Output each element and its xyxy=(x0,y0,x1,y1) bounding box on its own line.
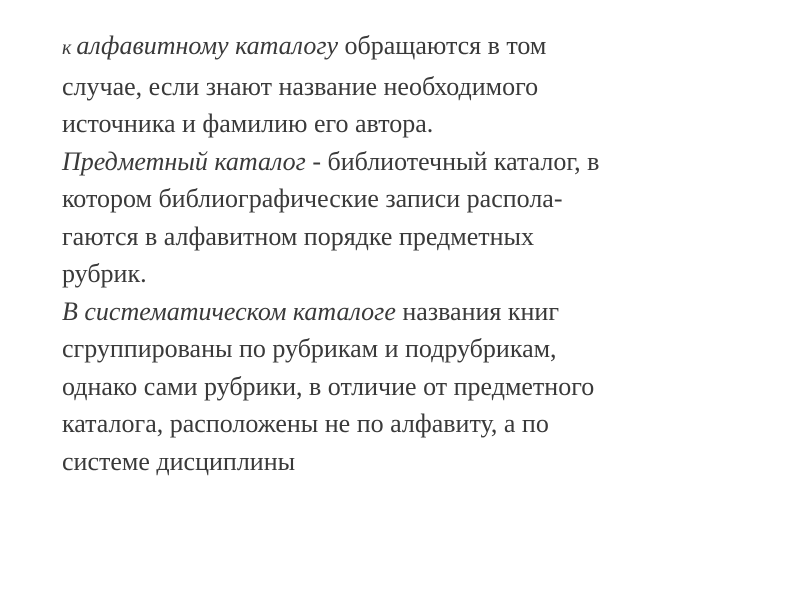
paragraph-systematic-catalog xyxy=(62,293,762,481)
lead-letter: к xyxy=(62,37,77,59)
text-fragment: обращаются в том xyxy=(338,31,547,60)
term-alphabetical-catalog: алфавитному каталогу xyxy=(76,31,339,60)
text-line: сгруппированы по рубрикам и подрубрикам, xyxy=(62,334,557,363)
term-subject-catalog: Предметный каталог xyxy=(62,146,306,176)
text-fragment: - библиотечный каталог, в xyxy=(305,146,600,176)
text-line: каталога, расположены не по алфавиту, а по xyxy=(62,409,549,438)
term-systematic-catalog: В систематическом каталоге xyxy=(62,296,396,326)
text-line: гаются в алфавитном порядке предметных xyxy=(62,221,534,251)
text-line xyxy=(62,293,762,331)
text-line: системе дисциплины xyxy=(62,446,296,476)
text-line: случае, если знают название необходимого xyxy=(62,71,539,101)
text-line: котором библиографические записи распола- xyxy=(62,184,563,213)
text-fragment: названия книг xyxy=(395,296,559,326)
paragraph-alphabetical-catalog xyxy=(62,27,762,143)
body-text xyxy=(62,27,762,480)
paragraph-subject-catalog xyxy=(62,143,762,293)
text-line xyxy=(62,27,762,68)
text-line xyxy=(62,143,762,181)
text-line: источника и фамилию его автора. xyxy=(62,109,434,138)
text-line: однако сами рубрики, в отличие от предметного xyxy=(62,371,595,401)
text-line: рубрик. xyxy=(62,259,147,288)
